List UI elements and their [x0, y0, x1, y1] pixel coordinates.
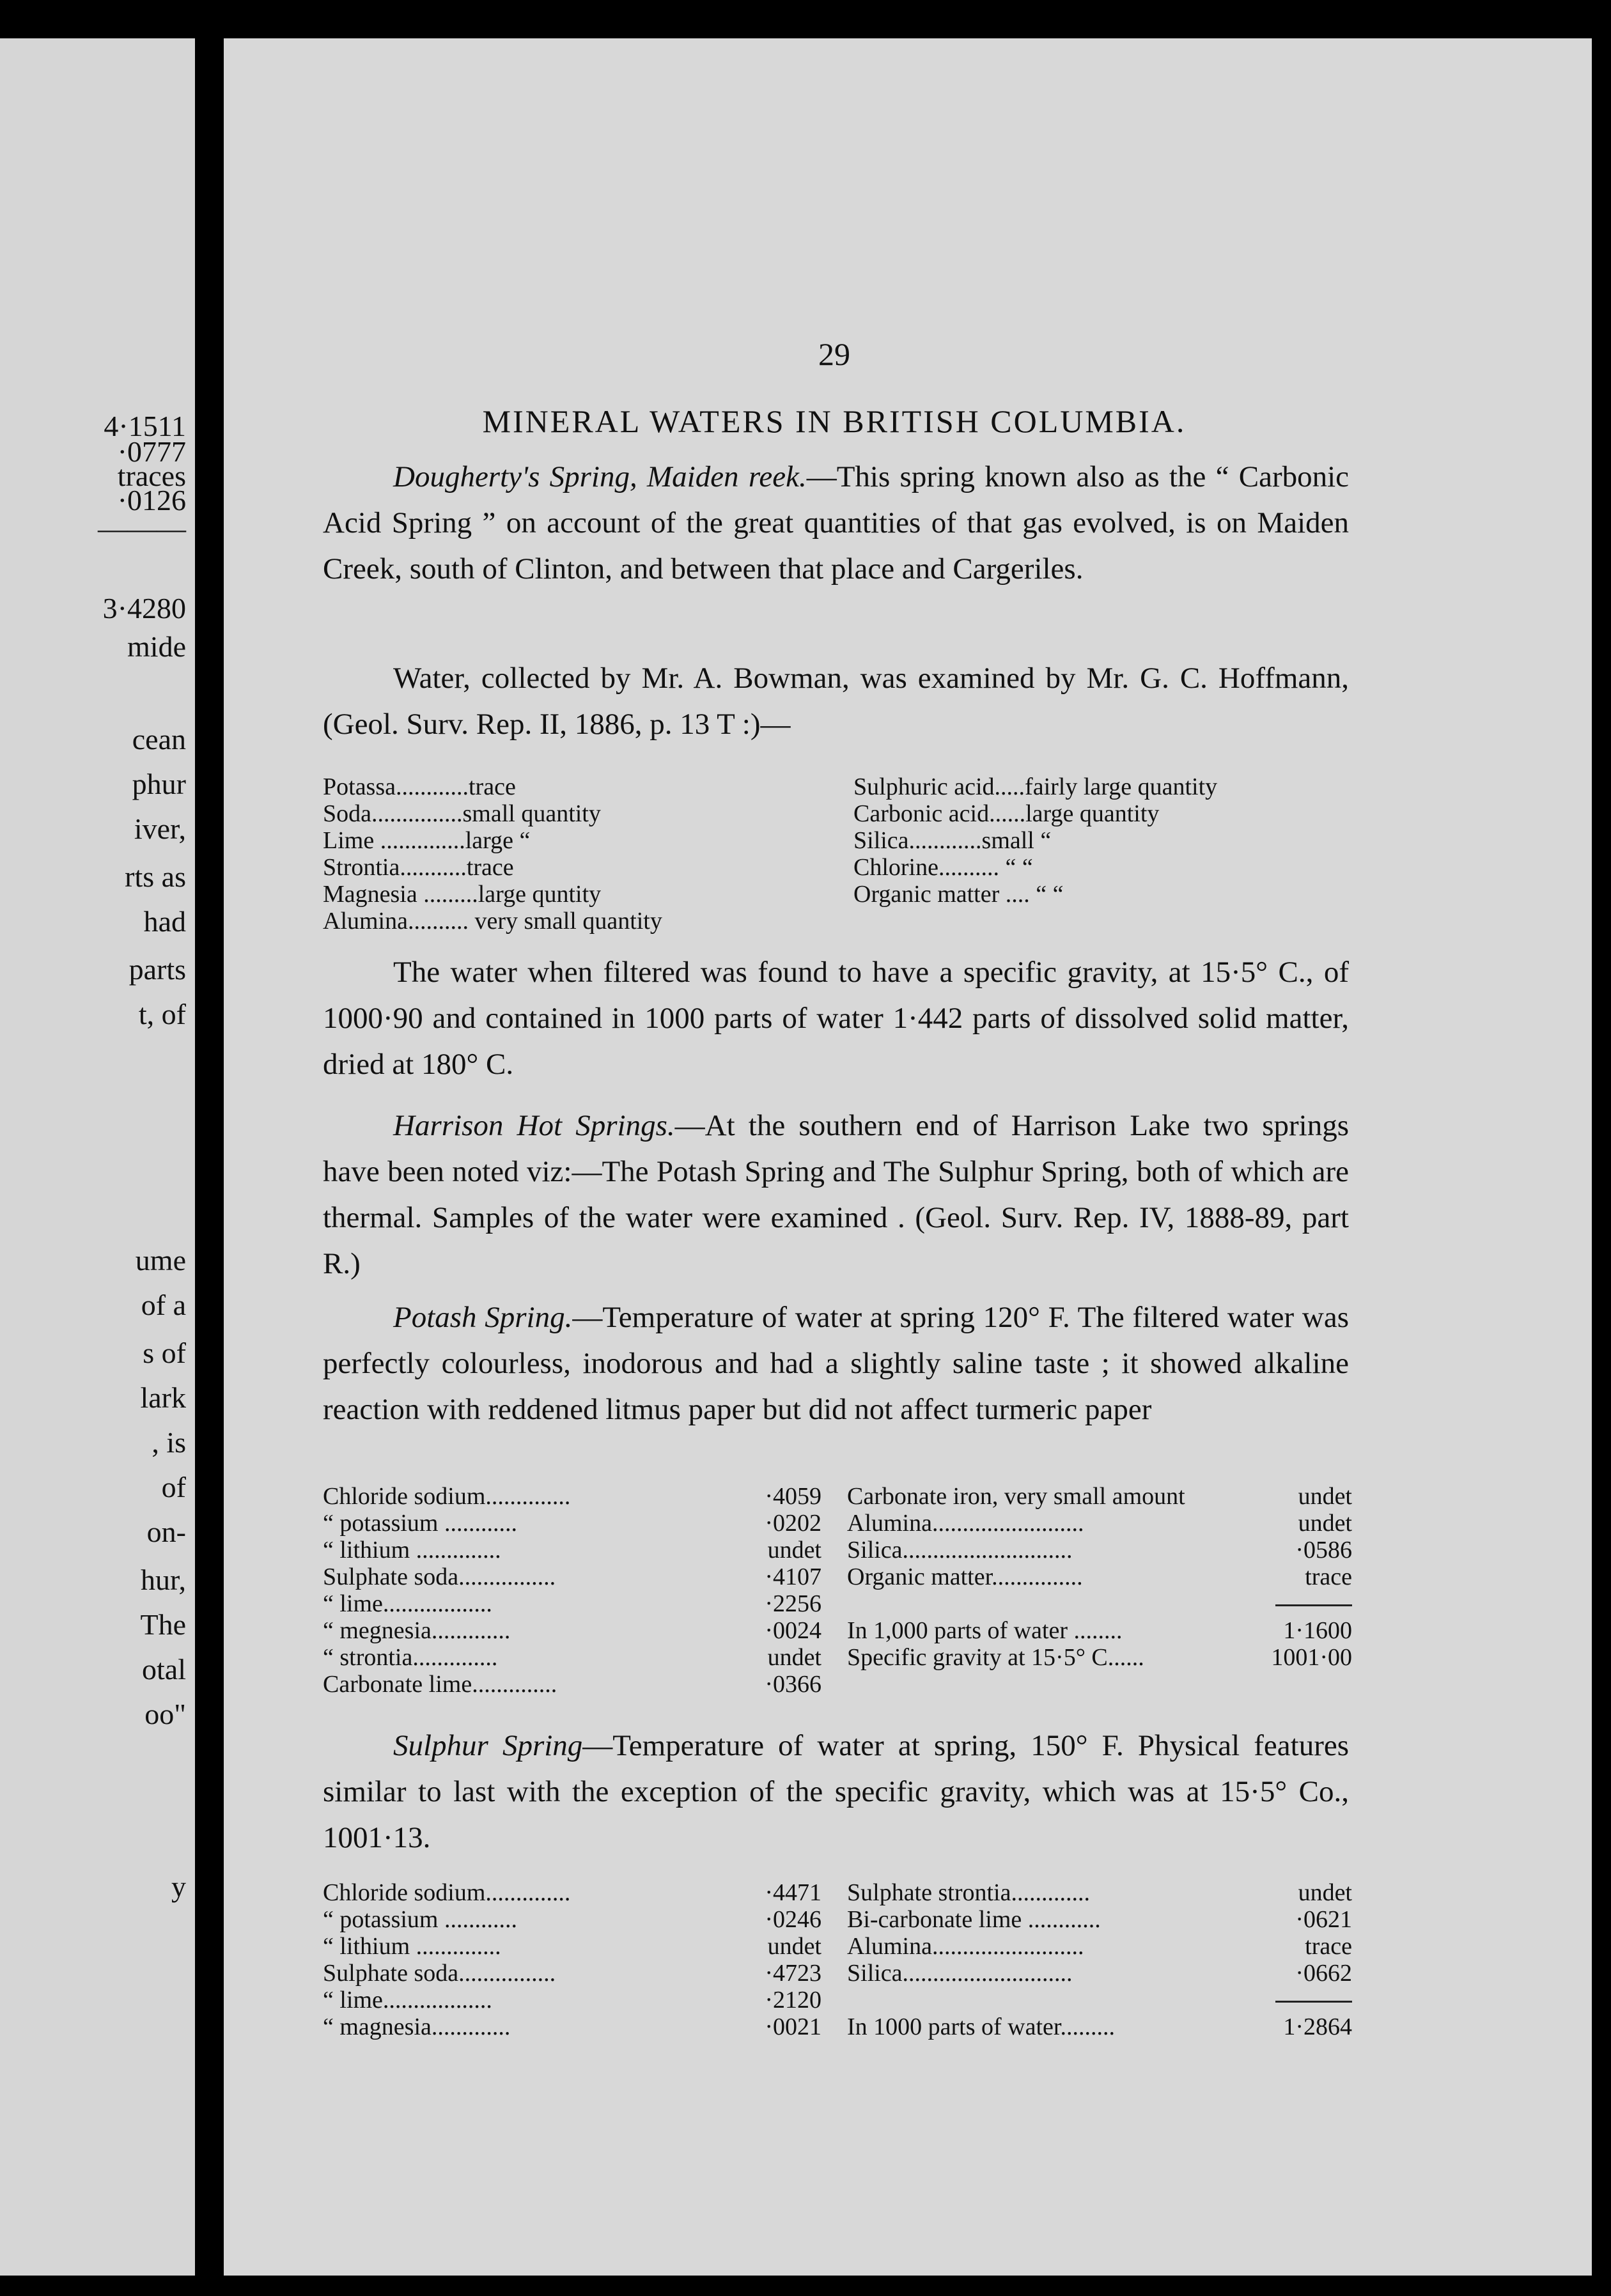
potash-text: —Temperature of water at spring 120° F. The filtered water was perfectly colourless, inodorous and had a slightly saline taste ; it showed alkaline reaction with reddened litmus paper but did not affect turmeric paper: [323, 1301, 1349, 1426]
table-row: [323, 1590, 821, 1617]
table-cell-value: ·4471: [765, 1879, 821, 1906]
table-cell-name: Alumina.......... very small quantity: [323, 908, 662, 935]
sulphur-heading: Sulphur Spring: [393, 1729, 583, 1762]
table-cell-value: trace: [1305, 1933, 1352, 1960]
table-row: [323, 1960, 821, 1987]
left-fragment: ·0126: [117, 484, 186, 516]
potash-paragraph: [323, 1294, 1349, 1432]
table-cell-name: Sulphuric acid.....fairly large quantity: [853, 773, 1218, 800]
dougherty-heading: Dougherty's Spring, Maiden reek.: [393, 460, 807, 493]
table-cell-name: Chloride sodium..............: [323, 1879, 571, 1906]
table-cell-value: ·0246: [765, 1906, 821, 1933]
table-cell-name: Carbonic acid......large quantity: [853, 800, 1160, 827]
table-row: [847, 1537, 1352, 1563]
water-note-paragraph: [323, 655, 1349, 747]
water-note-text: Water, collected by Mr. A. Bowman, was examined by Mr. G. C. Hoffmann, (Geol. Surv. Rep. II, 1886, p. 13 T :)—: [323, 662, 1349, 741]
table-cell-name: Carbonate lime..............: [323, 1671, 557, 1698]
table-row: [323, 908, 834, 935]
table-row: [323, 881, 834, 908]
table-cell-name: Chloride sodium..............: [323, 1483, 571, 1510]
table-row: [323, 827, 834, 854]
left-fragment: mide: [127, 630, 186, 663]
left-fragment: of: [161, 1471, 186, 1503]
potash-heading: Potash Spring.: [393, 1301, 573, 1334]
table1-right: [853, 773, 1352, 908]
left-fragment: 3·4280: [102, 592, 186, 624]
left-fragment: 4·1511: [104, 410, 186, 442]
table-cell-name: “ lime..................: [323, 1987, 492, 2013]
table-cell-name: Sulphate strontia.............: [847, 1879, 1090, 1906]
left-fragment: rts as: [125, 860, 186, 893]
table-cell-name: Organic matter...............: [847, 1563, 1083, 1590]
table-row: [323, 2013, 821, 2040]
left-fragment: s of: [143, 1337, 186, 1369]
sulphur-paragraph: [323, 1723, 1349, 1861]
table-cell-value: ·4723: [765, 1960, 821, 1987]
table-row: [323, 1510, 821, 1537]
sum-rule: [1275, 1604, 1352, 1606]
harrison-paragraph: [323, 1103, 1349, 1287]
page-title: MINERAL WATERS IN BRITISH COLUMBIA.: [482, 403, 1187, 439]
table-row: [847, 1510, 1352, 1537]
table2-left: [323, 1483, 821, 1698]
table-row: [323, 800, 834, 827]
table-cell-value: ·4059: [765, 1483, 821, 1510]
table-cell-name: Alumina.........................: [847, 1510, 1084, 1537]
table-cell-value: 1·2864: [1283, 2013, 1352, 2040]
table-row: [853, 881, 1352, 908]
table-cell-name: Chlorine.......... “ “: [853, 854, 1033, 881]
left-fragment: ume: [135, 1244, 186, 1276]
left-fragment: cean: [132, 723, 186, 756]
table-cell-name: Silica............................: [847, 1537, 1073, 1563]
left-fragment: hur,: [141, 1563, 186, 1596]
table-row: [847, 1879, 1352, 1906]
table-row: [853, 854, 1352, 881]
table-cell-name: “ potassium ............: [323, 1906, 517, 1933]
table-cell-name: Strontia...........trace: [323, 854, 514, 881]
table-row: [847, 1590, 1352, 1617]
table-cell-name: Magnesia .........large quntity: [323, 881, 602, 908]
left-fragment: ·0777: [117, 435, 186, 468]
table-cell-name: Specific gravity at 15·5° C......: [847, 1644, 1144, 1671]
page-number: 29: [818, 336, 850, 372]
filtered-text: The water when filtered was found to have a specific gravity, at 15·5° C., of 1000·90 and contained in 1000 parts of water 1·442 parts of dissolved solid matter, dried at 180° C.: [323, 956, 1349, 1081]
left-fragment: iver,: [134, 812, 186, 845]
table-cell-value: undet: [1298, 1483, 1352, 1510]
table-row: [847, 2013, 1352, 2040]
table-row: [847, 1483, 1352, 1510]
table-cell-value: ·0366: [765, 1671, 821, 1698]
table-cell-name: “ lithium ..............: [323, 1933, 501, 1960]
table1-left: [323, 773, 834, 935]
left-page-fragment: [0, 38, 195, 2276]
table-cell-name: In 1,000 parts of water ........: [847, 1617, 1123, 1644]
text-block: [323, 38, 1352, 2276]
table-row: [323, 1563, 821, 1590]
table-row: [323, 1933, 821, 1960]
left-fragment: t, of: [138, 998, 186, 1030]
left-fragment: ———: [98, 512, 186, 545]
left-fragment: of a: [141, 1289, 186, 1321]
harrison-text: —At the southern end of Harrison Lake two springs have been noted viz:—The Potash Spring and The Sulphur Spring, both of which are thermal. Samples of the water were examined . (Geol. Surv. Rep. IV, 1888-89, part R.): [323, 1109, 1350, 1280]
table-cell-value: 1·1600: [1283, 1617, 1352, 1644]
table-row: [847, 1617, 1352, 1644]
left-fragment: , is: [152, 1426, 186, 1459]
table-row: [853, 800, 1352, 827]
table-cell-value: undet: [767, 1537, 821, 1563]
left-fragment: had: [143, 905, 186, 938]
left-fragment: phur: [132, 768, 186, 800]
table-cell-name: “ magnesia.............: [323, 2013, 511, 2040]
table-row: [847, 1960, 1352, 1987]
table-cell-name: Carbonate iron, very small amount: [847, 1483, 1185, 1510]
left-fragment: traces: [117, 460, 186, 492]
table-cell-value: undet: [767, 1644, 821, 1671]
sulphur-text: —Temperature of water at spring, 150° F. Physical features similar to last with the exception of the specific gravity, which was at 15·5° Co., 1001·13.: [323, 1729, 1349, 1854]
table-row: [847, 1933, 1352, 1960]
table-cell-name: Silica............small “: [853, 827, 1052, 854]
table-row: [323, 1671, 821, 1698]
table-cell-value: ·0024: [765, 1617, 821, 1644]
left-fragment: The: [140, 1608, 186, 1641]
left-fragment: otal: [142, 1653, 186, 1686]
table-row: [323, 1644, 821, 1671]
table-cell-name: Sulphate soda................: [323, 1563, 556, 1590]
table-cell-name: “ strontia..............: [323, 1644, 498, 1671]
table-cell-value: ·0202: [765, 1510, 821, 1537]
table-cell-value: ·0621: [1295, 1906, 1352, 1933]
harrison-heading: Harrison Hot Springs.: [393, 1109, 675, 1142]
table-cell-value: undet: [1298, 1510, 1352, 1537]
table-row: [323, 1483, 821, 1510]
table-cell-name: Lime ..............large “: [323, 827, 531, 854]
table-cell-name: Organic matter .... “ “: [853, 881, 1064, 908]
table-cell-value: undet: [1298, 1879, 1352, 1906]
table-row: [323, 1906, 821, 1933]
table-row: [323, 1987, 821, 2013]
sum-rule: [1275, 2001, 1352, 2003]
table-cell-name: Soda...............small quantity: [323, 800, 601, 827]
table2-right: [847, 1483, 1352, 1671]
table-row: [847, 1987, 1352, 2013]
table-cell-value: ·2256: [765, 1590, 821, 1617]
table-cell-name: Bi-carbonate lime ............: [847, 1906, 1101, 1933]
table-row: [847, 1563, 1352, 1590]
left-fragment: lark: [140, 1381, 186, 1414]
table-cell-value: 1001·00: [1271, 1644, 1352, 1671]
table-row: [323, 1617, 821, 1644]
left-fragment: on-: [146, 1516, 186, 1548]
table-cell-value: ·4107: [765, 1563, 821, 1590]
table-cell-value: ·0662: [1295, 1960, 1352, 1987]
table-row: [847, 1906, 1352, 1933]
table-cell-name: Silica............................: [847, 1960, 1073, 1987]
dougherty-paragraph: [323, 454, 1349, 592]
table-cell-name: Alumina.........................: [847, 1933, 1084, 1960]
table3-left: [323, 1879, 821, 2040]
filtered-paragraph: [323, 949, 1349, 1087]
table-row: [847, 1644, 1352, 1671]
table-cell-name: “ megnesia.............: [323, 1617, 511, 1644]
table-cell-name: Sulphate soda................: [323, 1960, 556, 1987]
page: [224, 38, 1592, 2276]
table-cell-value: ·2120: [765, 1987, 821, 2013]
table-row: [853, 773, 1352, 800]
left-fragment: parts: [128, 953, 186, 986]
table-cell-name: “ lithium ..............: [323, 1537, 501, 1563]
table-cell-value: trace: [1305, 1563, 1352, 1590]
left-fragment: oo": [144, 1698, 186, 1730]
table-cell-name: “ potassium ............: [323, 1510, 517, 1537]
table-row: [323, 1537, 821, 1563]
table-cell-name: “ lime..................: [323, 1590, 492, 1617]
table-row: [853, 827, 1352, 854]
table-cell-name: In 1000 parts of water.........: [847, 2013, 1115, 2040]
table-cell-value: ·0021: [765, 2013, 821, 2040]
table-row: [323, 1879, 821, 1906]
table-cell-value: undet: [767, 1933, 821, 1960]
table-cell-name: Potassa............trace: [323, 773, 516, 800]
left-fragment: y: [171, 1870, 186, 1903]
table3-right: [847, 1879, 1352, 2040]
table-row: [323, 773, 834, 800]
table-row: [323, 854, 834, 881]
dougherty-text: —This spring known also as the “ Carbonic Acid Spring ” on account of the great quantities of that gas evolved, is on Maiden Creek, south of Clinton, and between that place and Cargeriles.: [323, 460, 1350, 586]
table-cell-value: ·0586: [1295, 1537, 1352, 1563]
